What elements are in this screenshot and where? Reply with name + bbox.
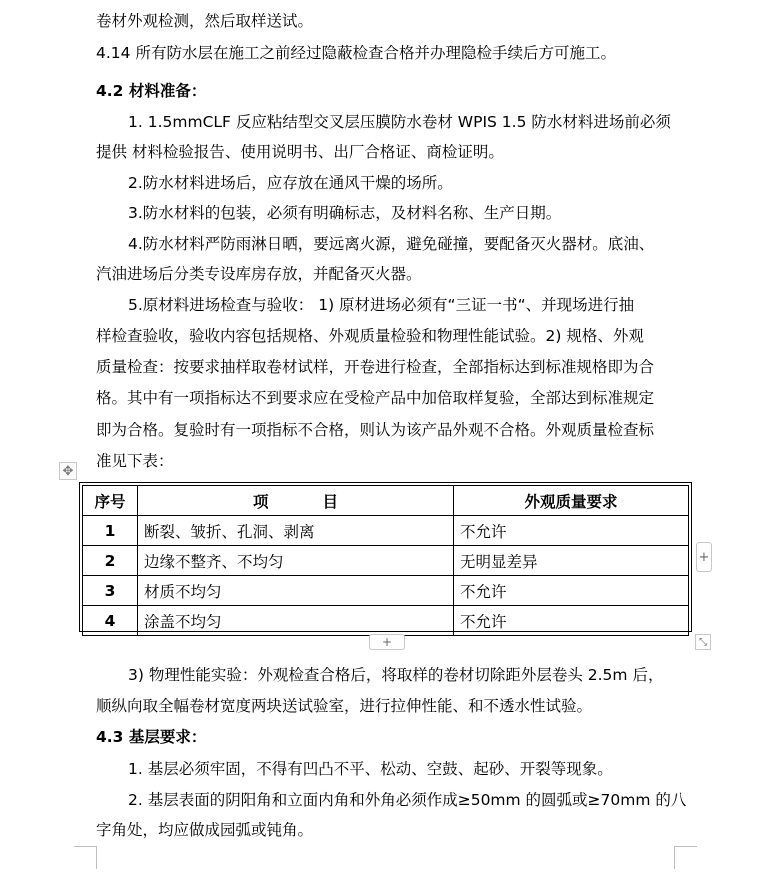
add-column-button[interactable]: +	[696, 542, 712, 572]
section-heading-4-3: 4.3 基层要求：	[96, 728, 207, 746]
text-line: 4.14 所有防水层在施工之前经过隐蔽检查合格并办理隐检手续后方可施工。	[96, 44, 616, 62]
text-line: 1. 基层必须牢固，不得有凹凸不平、松动、空鼓、起砂、开裂等现象。	[128, 760, 613, 778]
page-corner-mark	[674, 846, 697, 869]
header-requirement: 外观质量要求	[454, 486, 689, 516]
row-item: 断裂、皱折、孔洞、剥离	[138, 516, 454, 546]
text-line: 准见下表：	[96, 452, 174, 470]
text-line: 格。其中有一项指标达不到要求应在受检产品中加倍取样复验，全部达到标准规定	[96, 389, 655, 407]
text-line: 卷材外观检测，然后取样送试。	[96, 12, 314, 30]
text-line: 3) 物理性能实验：外观检查合格后，将取样的卷材切除距外层卷头 2.5m 后，	[128, 666, 664, 684]
add-row-button[interactable]: +	[369, 634, 405, 650]
text-line: 顺纵向取全幅卷材宽度两块送试验室，进行拉伸性能、和不透水性试验。	[96, 697, 593, 715]
row-no: 1	[83, 516, 138, 546]
header-no: 序号	[83, 486, 138, 516]
row-item: 涂盖不均匀	[138, 606, 454, 636]
row-item: 边缘不整齐、不均匀	[138, 546, 454, 576]
row-requirement: 不允许	[454, 576, 689, 606]
row-requirement: 不允许	[454, 606, 689, 636]
table-row	[83, 516, 689, 546]
header-item: 项 目	[138, 486, 454, 516]
table-row	[83, 546, 689, 576]
text-line: 样检查验收，验收内容包括规格、外观质量检验和物理性能试验。2) 规格、外观	[96, 327, 644, 345]
text-line: 3.防水材料的包装，必须有明确标志，及材料名称、生产日期。	[128, 204, 562, 222]
text-line: 2. 基层表面的阴阳角和立面内角和外角必须作成≥50mm 的圆弧或≥70mm 的八	[128, 791, 687, 809]
row-requirement: 不允许	[454, 516, 689, 546]
row-item: 材质不均匀	[138, 576, 454, 606]
text-line: 1. 1.5mmCLF 反应粘结型交叉层压膜防水卷材 WPIS 1.5 防水材料进场前必须	[128, 113, 671, 131]
table-resize-handle-icon[interactable]: ⤡	[695, 634, 711, 650]
text-line: 汽油进场后分类专设库房存放，并配备灭火器。	[96, 265, 422, 283]
text-line: 4.防水材料严防雨淋日晒，要远离火源，避免碰撞，要配备灭火器材。底油、	[128, 235, 655, 253]
text-line: 字角处，均应做成园弧或钝角。	[96, 821, 314, 839]
section-heading-4-2: 4.2 材料准备：	[96, 82, 207, 100]
row-no: 4	[83, 606, 138, 636]
table-header-row	[83, 486, 689, 516]
table-move-handle-icon[interactable]: ✥	[59, 462, 77, 480]
row-no: 2	[83, 546, 138, 576]
text-line: 即为合格。复验时有一项指标不合格，则认为该产品外观不合格。外观质量检查标	[96, 421, 655, 439]
text-line: 5.原材料进场检查与验收： 1) 原材进场必须有“三证一书“、并现场进行抽	[128, 296, 635, 314]
quality-table-grid	[82, 485, 689, 636]
text-line: 提供 材料检验报告、使用说明书、出厂合格证、商检证明。	[96, 143, 504, 161]
text-line: 2.防水材料进场后，应存放在通风干燥的场所。	[128, 174, 453, 192]
table-row	[83, 576, 689, 606]
row-no: 3	[83, 576, 138, 606]
table-row	[83, 606, 689, 636]
page-corner-mark	[74, 846, 97, 869]
quality-table	[79, 482, 692, 632]
text-line: 质量检查：按要求抽样取卷材试样，开卷进行检查，全部指标达到标准规格即为合	[96, 358, 655, 376]
row-requirement: 无明显差异	[454, 546, 689, 576]
